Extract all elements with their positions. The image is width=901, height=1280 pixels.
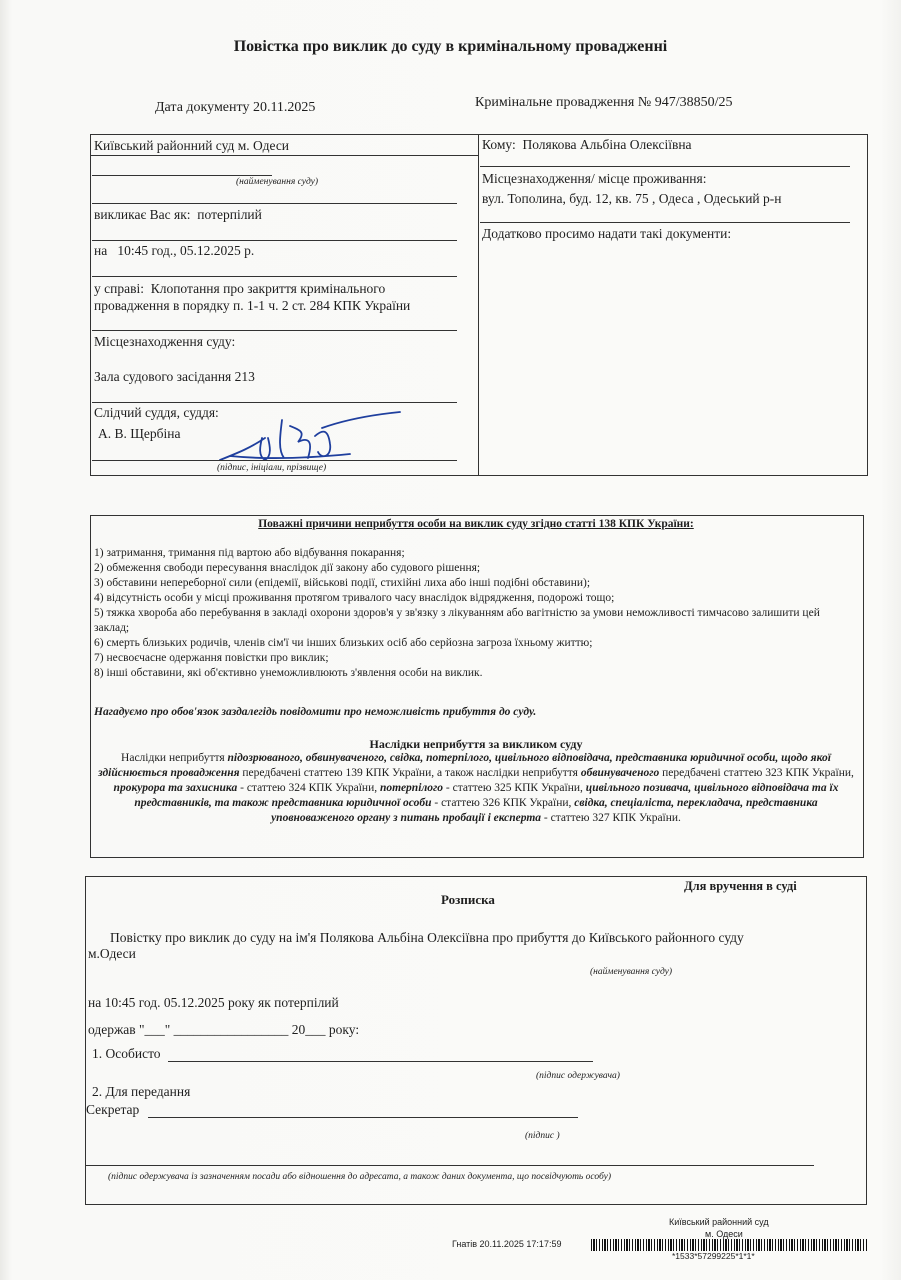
receipt-court-caption: (найменування суду) — [590, 967, 673, 977]
bottom-caption: (підпис одержувача із зазначенням посади або відношення до адресата, а також даних документа, що посвідчують особу) — [108, 1172, 612, 1182]
recipient-line: Кому: Полякова Альбіна Олексіївна — [482, 137, 692, 152]
court-location-label: Місцезнаходження суду: — [94, 334, 236, 349]
case-number: 947/38850/25 — [654, 95, 733, 110]
reason-item: 7) несвоєчасне одержання повістки про виклик; — [94, 652, 329, 664]
secretary-signature-line[interactable] — [148, 1117, 578, 1118]
reason-item: 2) обмеження свободи пересування внаслідок дії закону або судового рішення; — [94, 562, 481, 574]
summons-role-line: викликає Вас як: потерпілий — [94, 207, 262, 222]
column-divider — [478, 134, 479, 475]
footer-city: м. Одеси — [705, 1229, 743, 1239]
secretary-caption: (підпис ) — [525, 1131, 560, 1141]
reason-item: 6) смерть близьких родичів, членів сім'ї чи інших близьких осіб або серйозна загроза їхньому життю; — [94, 637, 593, 649]
receipt-line-2: на 10:45 год. 05.12.2025 року як потерпілий — [88, 995, 339, 1010]
consequences-heading: Наслідки неприбуття за викликом суду — [369, 737, 583, 751]
recipient-address: вул. Тополина, буд. 12, кв. 75 , Одеса , Одеський р-н — [482, 191, 782, 206]
reason-item: 3) обставини непереборної сили (епідемії, військові події, стихійні лиха або інші подібні обставини); — [94, 577, 591, 589]
recipient-name: Полякова Альбіна Олексіївна — [522, 137, 692, 152]
personal-signature-line[interactable] — [168, 1061, 593, 1062]
receipt-box — [85, 876, 867, 1205]
judge-name: А. В. Щербіна — [98, 426, 181, 441]
transfer-label: 2. Для передання — [92, 1084, 191, 1099]
reminder: Нагадуємо про обов'язок заздалегідь повідомити про неможливість прибуття до суду. — [94, 706, 537, 718]
barcode-text: *1533*57299225*1*1* — [672, 1251, 755, 1261]
receipt-line-1: Повістку про виклик до суду на ім'я Полякова Альбіна Олексіївна про прибуття до Київського районного суду — [110, 930, 744, 945]
court-name: Київський районний суд м. Одеси — [94, 138, 290, 153]
case-number-line — [475, 95, 733, 111]
barcode — [591, 1239, 867, 1251]
secretary-label: Секретар — [86, 1102, 140, 1117]
delivery-note: Для вручення в суді — [684, 879, 797, 893]
received-date: одержав "___" _________________ 20___ року: — [88, 1022, 360, 1037]
case-label: Кримінальне провадження № — [475, 95, 652, 110]
hearing-time: 10:45 год., 05.12.2025 р. — [117, 243, 255, 258]
court-caption: (найменування суду) — [236, 177, 319, 187]
reasons-list — [94, 546, 854, 681]
consequences-text: Наслідки неприбуття підозрюваного, обвинуваченого, свідка, потерпілого, цивільного відповідача, представника юридичної особи, щодо якої здійснюється провадження передбачені статтею 139 КПК України, а також наслідки неприбуття обвинуваченого передбачені статтею 323 КПК України, прокурора та захисника - статтею 324 КПК України, потерпілого - статтею 325 КПК України, цивільного позивача, цивільного відповідача та їх представників, та також представника юридичної особи - статтею 326 КПК України, свідка, спеціаліста, перекладача, представника уповноваженого органу з питань пробації і експерта - статтею 327 КПК України. — [98, 752, 854, 824]
signature-caption: (підпис, ініціали, прізвище) — [217, 463, 327, 473]
footer-court: Київський районний суд — [669, 1217, 769, 1227]
reason-item: 8) інші обставини, які об'єктивно унеможливлюють з'явлення особи на виклик. — [94, 667, 483, 679]
residence-label: Місцезнаходження/ місце проживання: — [482, 171, 707, 186]
court-hall: Зала судового засідання 213 — [94, 369, 255, 384]
receipt-heading: Розписка — [441, 892, 495, 907]
document-title: Повістка про виклик до суду в кримінальному провадженні — [233, 38, 668, 55]
generated-stamp: Гнатів 20.11.2025 17:17:59 — [452, 1239, 562, 1249]
personal-label: 1. Особисто — [92, 1046, 161, 1061]
judge-label: Слідчий суддя, суддя: — [94, 405, 219, 420]
case-subject: у справі: Клопотання про закриття кримінального провадження в порядку п. 1-1 ч. 2 ст. 284 КПК України — [94, 281, 411, 313]
recipient-caption: (підпис одержувача) — [536, 1071, 620, 1081]
reason-item: 4) відсутність особи у місці проживання протягом тривалого часу внаслідок відрядження, подорожі тощо; — [94, 592, 615, 604]
summons-role: потерпілий — [197, 207, 262, 222]
documents-label: Додатково просимо надати такі документи: — [482, 226, 732, 241]
hearing-time-line: на 10:45 год., 05.12.2025 р. — [94, 243, 255, 258]
reason-item: 1) затримання, тримання під вартою або відбування покарання; — [94, 547, 405, 559]
document-date: Дата документу 20.11.2025 — [155, 100, 316, 115]
bottom-signature-line[interactable] — [86, 1165, 814, 1166]
reason-item: 5) тяжка хвороба або перебування в закладі охорони здоров'я у зв'язку з лікуванням або вагітністю за умови неможливості тимчасово залишити цей заклад; — [94, 607, 820, 634]
receipt-court-city: м.Одеси — [88, 946, 136, 961]
reasons-heading: Поважні причини неприбуття особи на виклик суду згідно статті 138 КПК України: — [258, 518, 694, 530]
